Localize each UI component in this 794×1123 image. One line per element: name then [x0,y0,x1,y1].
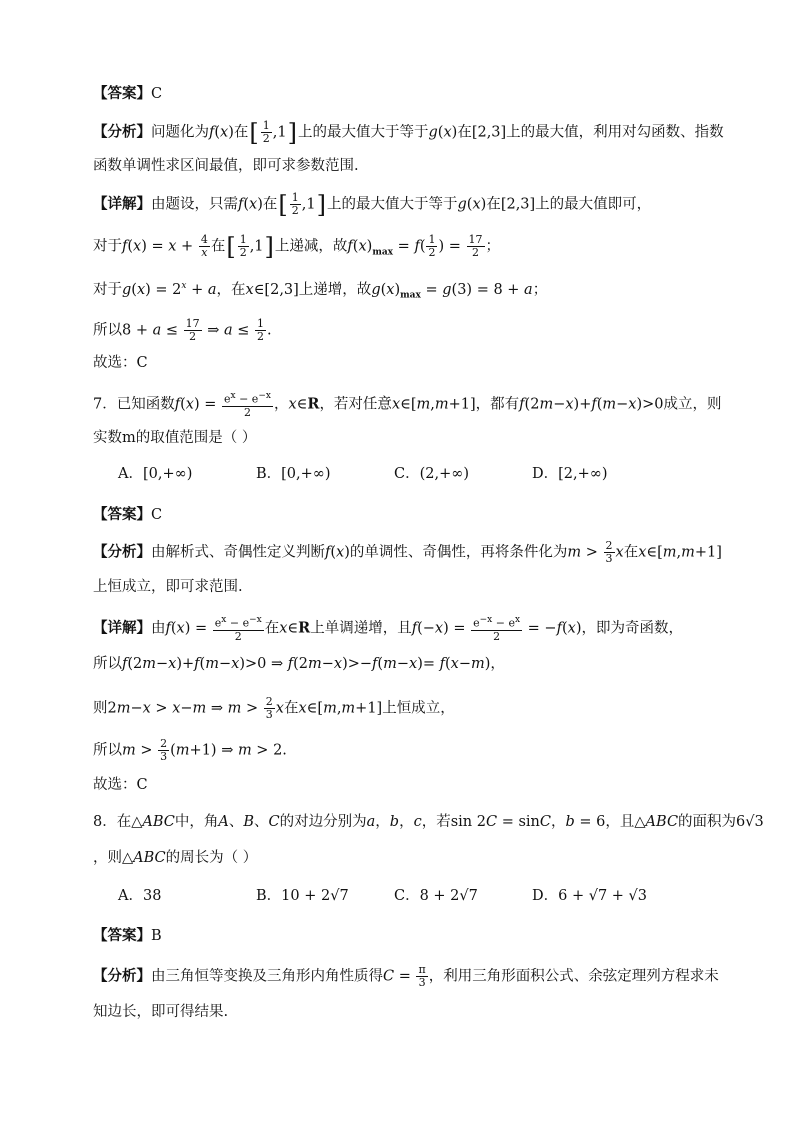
q6-detail-line-4: 所以8 + a ≤ $\frac{17}{2}$ ⇒ a ≤ $\frac{1}{2}$ . [93,317,272,343]
q7-options [118,464,670,484]
q7-stem-line-1: 7．已知函数f(x) = $\frac{e^x - e^{-x}}{2}$ ，x∈R，若对任意x∈[m,m+1]，都有f(2m−x)+f(m−x)>0成立，则 [93,391,722,419]
q8-options [118,886,670,906]
q7-stem-line-2: 实数m的取值范围是（ ） [93,430,257,446]
q6-detail-line-1: 【详解】由题设，只需f(x)在[ $\frac{1}{2}$ ,1]上的最大值大于等于g(x)在[2,3]上的最大值即可， [93,190,652,219]
q7-detail-line-2: 所以f(2m−x)+f(m−x)>0 ⇒ f(2m−x)>−f(m−x)= f(x−m)， [93,656,505,672]
q8-answer: B [151,928,162,944]
q6-detail-line-2: 对于f(x) = x + $\frac{4}{x}$ 在[ $\frac{1}{2}$ ,1]上递减，故$f(x)_{max} = f$( $\frac{1}{2}$ ) = $\frac{17}{2}$ ； [93,232,501,261]
q8-option-a[interactable]: A．38 [118,888,162,904]
analysis-tag: 【分析】 [93,967,151,985]
q6-analysis-line-1: 【分析】问题化为f(x)在[ $\frac{1}{2}$ ,1]上的最大值大于等于g(x)在[2,3]上的最大值，利用对勾函数、指数 [93,118,724,147]
q8-option-b[interactable]: B．10 + 2√7 [256,888,349,904]
q6-answer-line [93,84,162,104]
q8-answer-line [93,926,162,946]
q6-choose: 故选：C [93,355,148,371]
q8-analysis-line-2: 知边长，即可得结果. [93,1004,229,1020]
q7-analysis-line-2: 上恒成立，即可求范围. [93,579,243,595]
q8-stem-line-2: ，则△ABC的周长为（ ） [93,850,258,866]
q8-option-c[interactable]: C．8 + 2√7 [394,888,478,904]
answer-tag: 【答案】 [93,506,151,523]
q7-option-b[interactable]: B．[0,+∞) [256,466,331,482]
q6-analysis-line-2: 函数单调性求区间最值，即可求参数范围. [93,158,359,174]
q7-answer: C [151,507,163,523]
q7-detail-line-4: 所以m > $\frac{2}{3}$ (m+1) ⇒ m > 2. [93,737,287,763]
q7-option-c[interactable]: C．(2,+∞) [394,466,469,482]
q7-analysis-line-1: 【分析】由解析式、奇偶性定义判断f(x)的单调性、奇偶性，再将条件化为m > $\frac{2}{3}$ x在x∈[m,m+1] [93,539,722,565]
q6-detail-line-3: 对于$g(x) = 2^x + a$，在x∈[2,3]上递增，故$g(x)_{max} = g(3) = 8 + a$； [93,281,548,301]
q7-answer-line [93,505,162,525]
answer-tag: 【答案】 [93,85,151,102]
analysis-tag: 【分析】 [93,123,151,141]
analysis-tag: 【分析】 [93,543,151,561]
q7-choose: 故选：C [93,777,148,793]
detail-tag: 【详解】 [93,619,151,637]
q6-answer: C [151,86,163,102]
q7-option-a[interactable]: A．[0,+∞) [118,466,193,482]
q8-option-d[interactable]: D．6 + √7 + √3 [532,888,648,904]
q8-analysis-line-1: 【分析】由三角恒等变换及三角形内角性质得C = $\frac{\pi}{3}$ ，利用三角形面积公式、余弦定理列方程求未 [93,963,719,989]
q8-stem-line-1: 8．在△ABC中，角A、B、C的对边分别为a，b，c，若sin 2C = sinC，b = 6，且△ABC的面积为6√3 [93,814,764,830]
answer-tag: 【答案】 [93,927,151,944]
q7-detail-line-3: 则2m−x > x−m ⇒ m > $\frac{2}{3}$ x在x∈[m,m+1]上恒成立， [93,695,455,721]
q7-option-d[interactable]: D．[2,+∞) [532,466,608,482]
q7-detail-line-1: 【详解】由f(x) = $\frac{e^x - e^{-x}}{2}$ 在x∈R上单调递增，且f(−x) = $\frac{e^{-x} - e^x}{2}$ = −f(x)，即为奇函数， [93,615,683,643]
detail-tag: 【详解】 [93,195,151,213]
